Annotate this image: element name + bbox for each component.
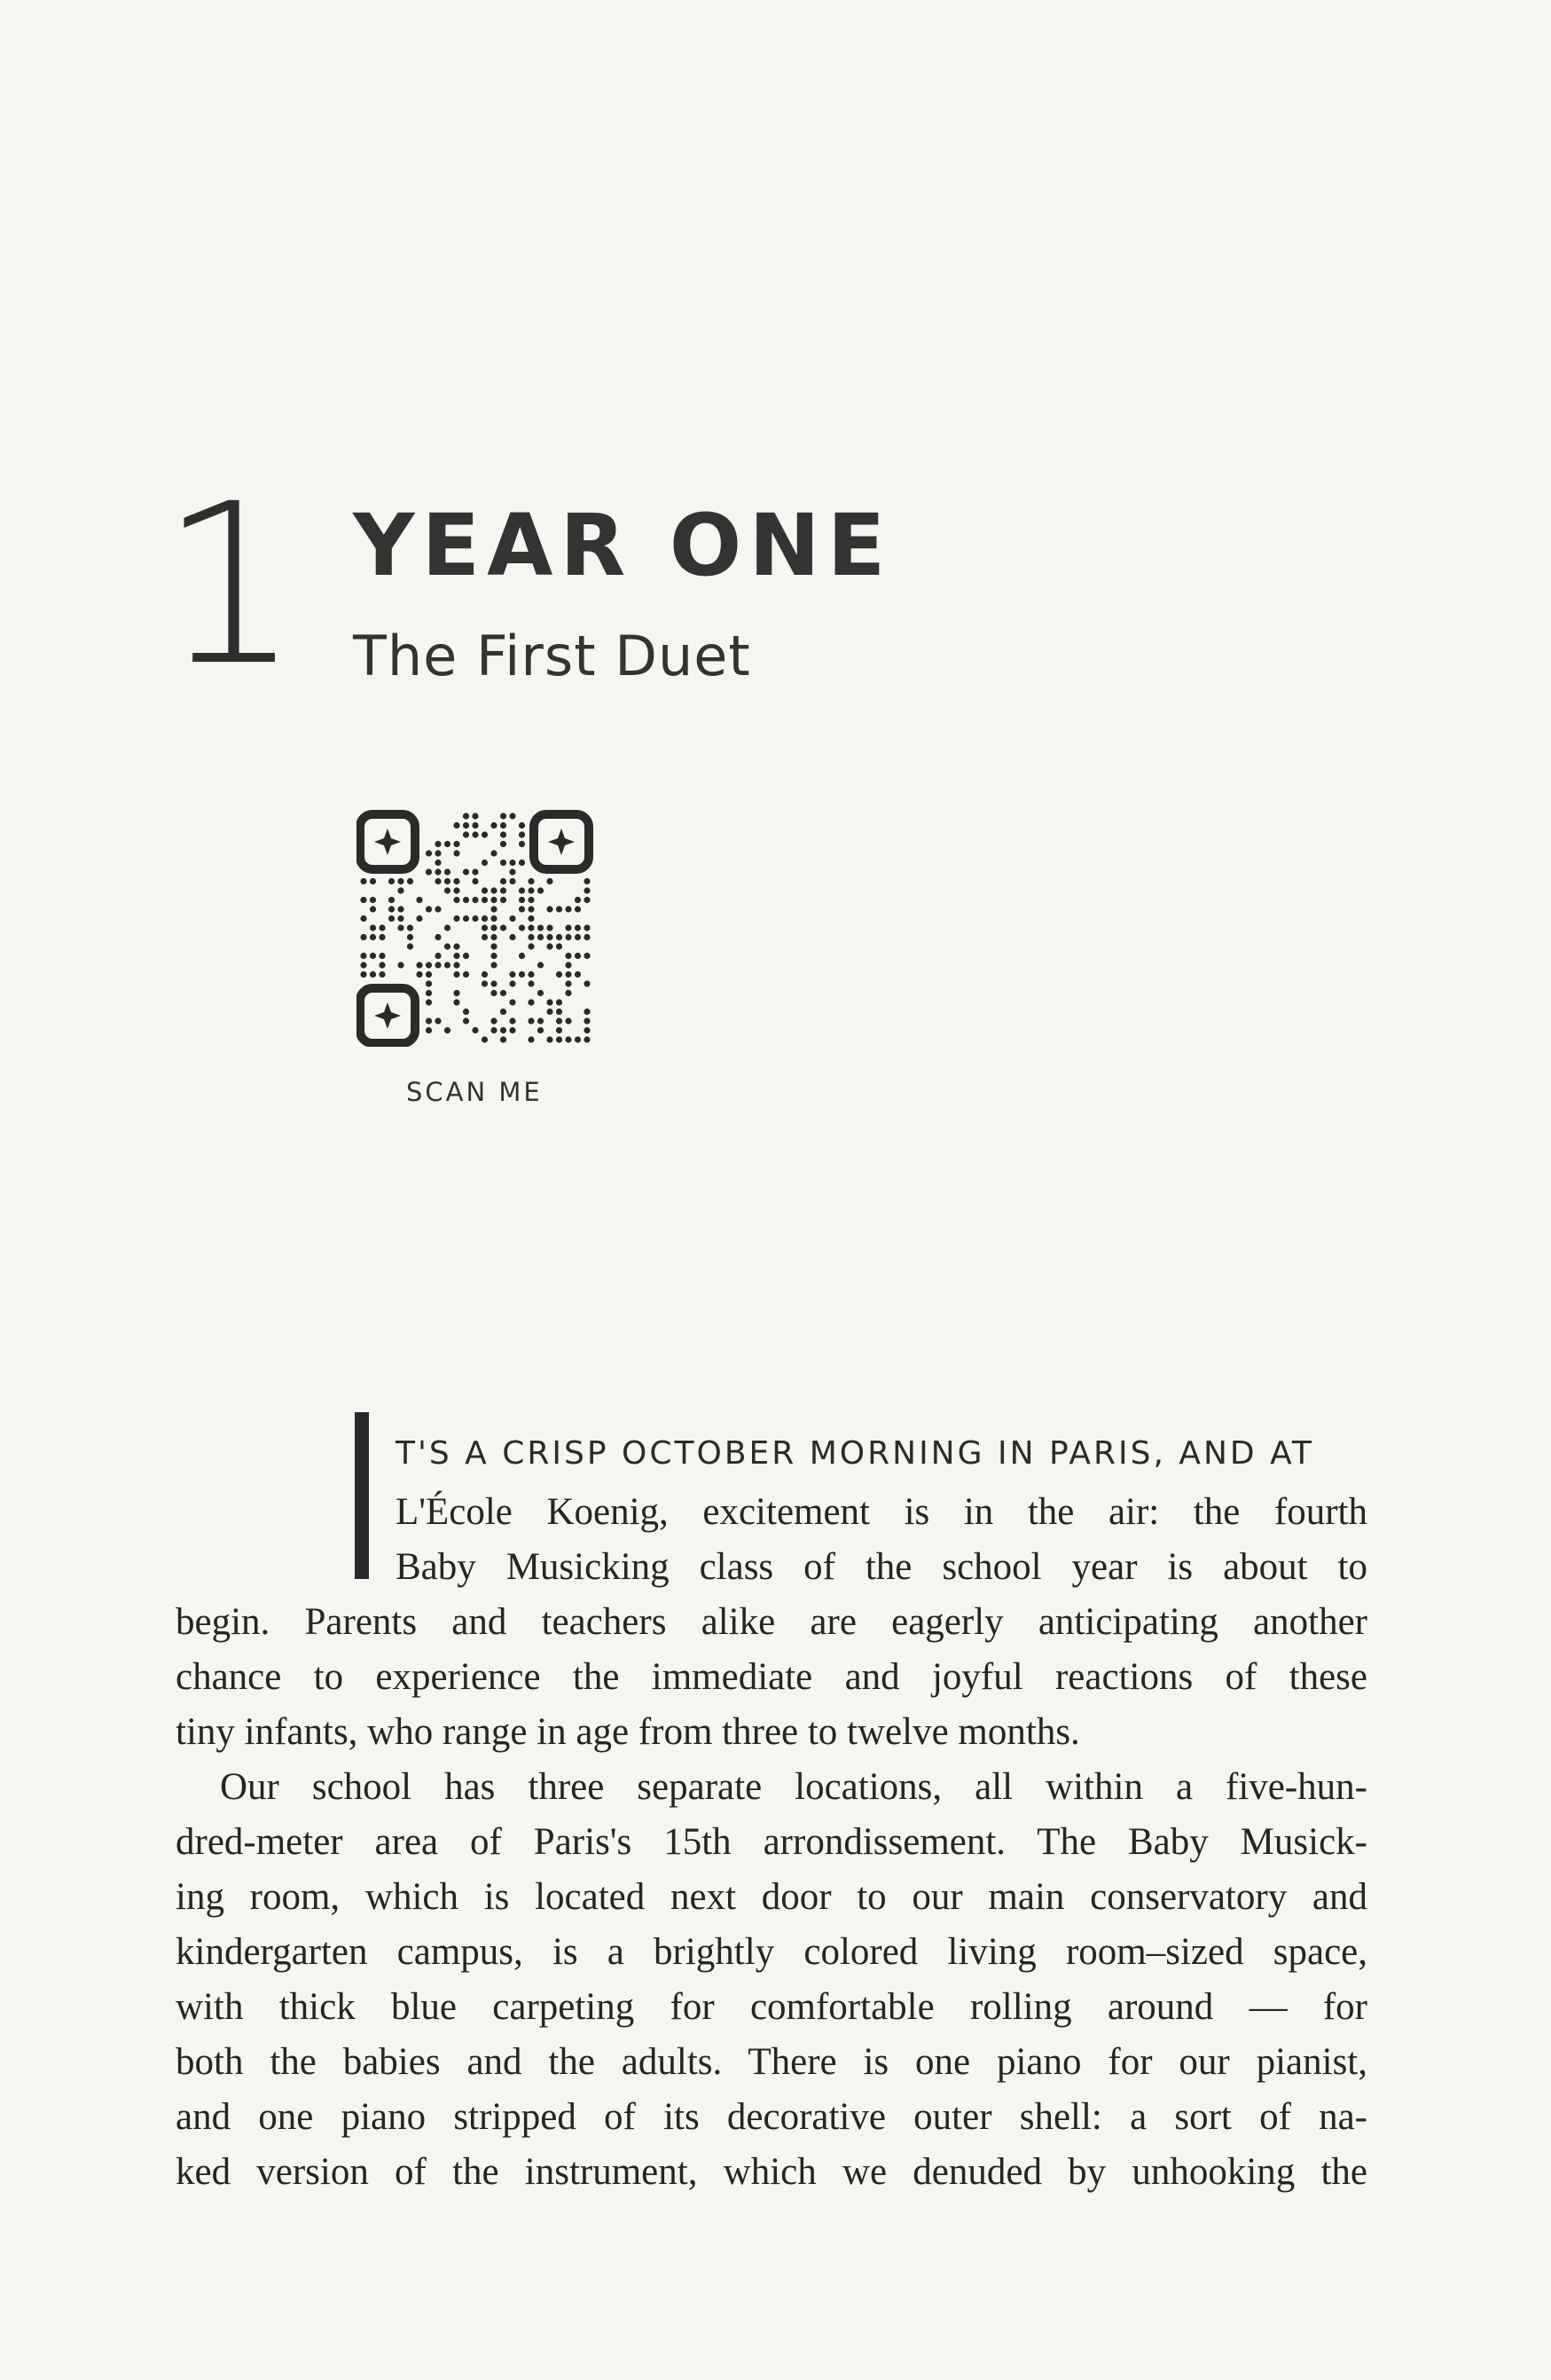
qr-module-dot bbox=[509, 980, 515, 986]
qr-module-dot bbox=[519, 887, 525, 893]
qr-module-dot bbox=[482, 860, 488, 866]
qr-module-dot bbox=[472, 915, 478, 922]
paragraph-1-indented bbox=[396, 1485, 1367, 1595]
qr-module-dot bbox=[546, 878, 552, 884]
qr-module-dot bbox=[360, 934, 366, 940]
qr-module-dot bbox=[500, 813, 506, 819]
qr-module-dot bbox=[490, 943, 497, 949]
qr-module-dot bbox=[509, 971, 515, 978]
chapter-number: 1 bbox=[160, 456, 298, 714]
qr-module-dot bbox=[472, 831, 478, 837]
qr-module-dot bbox=[472, 868, 478, 875]
qr-module-dot bbox=[482, 1036, 488, 1042]
qr-module-dot bbox=[490, 897, 497, 903]
qr-module-dot bbox=[472, 822, 478, 829]
qr-module-dot bbox=[500, 878, 506, 884]
qr-module-dot bbox=[528, 887, 534, 893]
qr-module-dot bbox=[546, 1036, 552, 1042]
qr-module-dot bbox=[575, 971, 581, 978]
qr-module-dot bbox=[546, 1009, 552, 1015]
qr-module-dot bbox=[490, 1027, 497, 1033]
qr-module-dot bbox=[397, 878, 403, 884]
qr-module-dot bbox=[407, 878, 413, 884]
qr-module-dot bbox=[463, 868, 469, 875]
qr-module-dot bbox=[490, 934, 497, 940]
qr-module-dot bbox=[426, 971, 432, 978]
qr-module-dot bbox=[490, 887, 497, 893]
qr-module-dot bbox=[500, 887, 506, 893]
qr-module-dot bbox=[360, 897, 366, 903]
qr-module-dot bbox=[575, 1036, 581, 1042]
qr-module-dot bbox=[463, 813, 469, 819]
qr-module-dot bbox=[379, 953, 385, 959]
qr-module-dot bbox=[565, 953, 571, 959]
qr-module-dot bbox=[584, 878, 590, 884]
qr-module-dot bbox=[397, 915, 403, 922]
qr-module-dot bbox=[556, 1009, 562, 1015]
qr-module-dot bbox=[360, 915, 366, 922]
qr-module-dot bbox=[556, 1036, 562, 1042]
qr-module-dot bbox=[490, 962, 497, 968]
qr-module-dot bbox=[584, 1017, 590, 1024]
qr-module-dot bbox=[453, 878, 459, 884]
qr-modules bbox=[360, 813, 590, 1042]
qr-module-dot bbox=[584, 1009, 590, 1015]
qr-module-dot bbox=[472, 878, 478, 884]
qr-module-dot bbox=[519, 971, 525, 978]
qr-module-dot bbox=[453, 999, 459, 1005]
qr-module-dot bbox=[472, 897, 478, 903]
qr-module-dot bbox=[453, 887, 459, 893]
qr-module-dot bbox=[453, 971, 459, 978]
qr-module-dot bbox=[565, 990, 571, 996]
paragraph-2 bbox=[176, 1760, 1367, 2200]
qr-module-dot bbox=[490, 953, 497, 959]
qr-module-dot bbox=[463, 1017, 469, 1024]
qr-module-dot bbox=[444, 924, 450, 931]
qr-module-dot bbox=[565, 971, 571, 978]
qr-module-dot bbox=[519, 906, 525, 912]
qr-module-dot bbox=[397, 906, 403, 912]
text-line: ked version of the instrument, which we denuded by unhooking the bbox=[176, 2151, 1367, 2193]
qr-module-dot bbox=[463, 1009, 469, 1015]
qr-module-dot bbox=[584, 980, 590, 986]
qr-module-dot bbox=[435, 934, 441, 940]
qr-module-dot bbox=[584, 934, 590, 940]
qr-module-dot bbox=[584, 1027, 590, 1033]
qr-module-dot bbox=[584, 887, 590, 893]
qr-module-dot bbox=[490, 924, 497, 931]
qr-module-dot bbox=[575, 934, 581, 940]
qr-module-dot bbox=[444, 962, 450, 968]
qr-module-dot bbox=[463, 953, 469, 959]
qr-module-dot bbox=[388, 897, 395, 903]
qr-module-dot bbox=[490, 906, 497, 912]
qr-code-icon[interactable] bbox=[356, 809, 594, 1047]
qr-module-dot bbox=[500, 822, 506, 829]
qr-module-dot bbox=[528, 971, 534, 978]
qr-module-dot bbox=[435, 962, 441, 968]
qr-module-dot bbox=[426, 1027, 432, 1033]
qr-module-dot bbox=[490, 990, 497, 996]
qr-module-dot bbox=[509, 860, 515, 866]
qr-module-dot bbox=[546, 943, 552, 949]
drop-cap bbox=[355, 1412, 369, 1579]
qr-module-dot bbox=[463, 897, 469, 903]
qr-finder-top-right bbox=[534, 814, 589, 869]
qr-module-dot bbox=[528, 924, 534, 931]
qr-module-dot bbox=[509, 1027, 515, 1033]
text-line: kindergarten campus, is a brightly colored living room–sized space, bbox=[176, 1931, 1367, 1973]
qr-module-dot bbox=[360, 962, 366, 968]
qr-module-dot bbox=[490, 822, 497, 829]
qr-module-dot bbox=[370, 953, 376, 959]
qr-module-dot bbox=[463, 915, 469, 922]
qr-module-dot bbox=[537, 990, 544, 996]
qr-module-dot bbox=[565, 906, 571, 912]
qr-module-dot bbox=[482, 887, 488, 893]
text-line: with thick blue carpeting for comfortable rolling around — for bbox=[176, 1986, 1367, 2028]
qr-module-dot bbox=[472, 1027, 478, 1033]
qr-module-dot bbox=[565, 980, 571, 986]
qr-module-dot bbox=[426, 850, 432, 856]
qr-module-dot bbox=[509, 813, 515, 819]
qr-module-dot bbox=[426, 868, 432, 875]
qr-module-dot bbox=[379, 962, 385, 968]
qr-module-dot bbox=[379, 924, 385, 931]
qr-module-dot bbox=[435, 860, 441, 866]
qr-module-dot bbox=[453, 897, 459, 903]
qr-module-dot bbox=[528, 897, 534, 903]
qr-module-dot bbox=[575, 953, 581, 959]
qr-module-dot bbox=[537, 962, 544, 968]
qr-module-dot bbox=[500, 924, 506, 931]
qr-module-dot bbox=[463, 971, 469, 978]
qr-module-dot bbox=[500, 1027, 506, 1033]
qr-module-dot bbox=[453, 943, 459, 949]
qr-module-dot bbox=[453, 953, 459, 959]
qr-module-dot bbox=[546, 906, 552, 912]
qr-module-dot bbox=[397, 962, 403, 968]
qr-module-dot bbox=[435, 868, 441, 875]
qr-module-dot bbox=[388, 915, 395, 922]
qr-module-dot bbox=[584, 897, 590, 903]
qr-finder-bottom-left bbox=[360, 988, 415, 1043]
qr-module-dot bbox=[519, 860, 525, 866]
qr-module-dot bbox=[500, 831, 506, 837]
qr-module-dot bbox=[370, 878, 376, 884]
qr-finder-top-left bbox=[360, 814, 415, 869]
qr-module-dot bbox=[444, 1027, 450, 1033]
chapter-title: YEAR ONE bbox=[353, 496, 893, 595]
qr-module-dot bbox=[546, 999, 552, 1005]
qr-module-dot bbox=[453, 962, 459, 968]
qr-module-dot bbox=[453, 850, 459, 856]
qr-module-dot bbox=[482, 924, 488, 931]
qr-module-dot bbox=[426, 962, 432, 968]
qr-module-dot bbox=[435, 841, 441, 847]
scan-me-label: SCAN ME bbox=[406, 1077, 543, 1107]
text-line: Our school has three separate locations, all within a five-hun- bbox=[220, 1766, 1367, 1808]
qr-module-dot bbox=[537, 924, 544, 931]
qr-module-dot bbox=[556, 934, 562, 940]
qr-module-dot bbox=[482, 980, 488, 986]
qr-module-dot bbox=[472, 813, 478, 819]
qr-module-dot bbox=[416, 915, 422, 922]
qr-module-dot bbox=[500, 1036, 506, 1042]
qr-module-dot bbox=[528, 934, 534, 940]
qr-module-dot bbox=[490, 980, 497, 986]
qr-module-dot bbox=[500, 990, 506, 996]
qr-module-dot bbox=[519, 924, 525, 931]
qr-module-dot bbox=[426, 990, 432, 996]
qr-module-dot bbox=[556, 906, 562, 912]
qr-module-dot bbox=[444, 887, 450, 893]
qr-module-dot bbox=[435, 850, 441, 856]
qr-module-dot bbox=[519, 953, 525, 959]
qr-module-dot bbox=[407, 934, 413, 940]
qr-module-dot bbox=[528, 1036, 534, 1042]
qr-module-dot bbox=[556, 971, 562, 978]
text-line: tiny infants, who range in age from three to twelve months. bbox=[176, 1711, 1080, 1753]
qr-module-dot bbox=[370, 897, 376, 903]
qr-module-dot bbox=[453, 915, 459, 922]
qr-module-dot bbox=[444, 868, 450, 875]
qr-module-dot bbox=[416, 971, 422, 978]
qr-module-dot bbox=[519, 822, 525, 829]
qr-module-dot bbox=[537, 1027, 544, 1033]
qr-module-dot bbox=[490, 1017, 497, 1024]
qr-module-dot bbox=[453, 841, 459, 847]
qr-module-dot bbox=[463, 831, 469, 837]
qr-module-dot bbox=[463, 822, 469, 829]
paragraph-1 bbox=[176, 1595, 1367, 1760]
qr-module-dot bbox=[482, 831, 488, 837]
qr-module-dot bbox=[546, 924, 552, 931]
qr-module-dot bbox=[435, 1017, 441, 1024]
qr-module-dot bbox=[519, 831, 525, 837]
qr-module-dot bbox=[360, 971, 366, 978]
text-line: and one piano stripped of its decorative outer shell: a sort of na- bbox=[176, 2096, 1367, 2138]
qr-module-dot bbox=[509, 1017, 515, 1024]
qr-module-dot bbox=[556, 943, 562, 949]
qr-module-dot bbox=[509, 878, 515, 884]
text-line: both the babies and the adults. There is one piano for our pianist, bbox=[176, 2041, 1367, 2083]
qr-module-dot bbox=[575, 897, 581, 903]
qr-module-dot bbox=[546, 934, 552, 940]
qr-module-dot bbox=[509, 934, 515, 940]
qr-module-dot bbox=[435, 878, 441, 884]
qr-module-dot bbox=[509, 868, 515, 875]
qr-module-dot bbox=[397, 887, 403, 893]
qr-module-dot bbox=[528, 915, 534, 922]
qr-module-dot bbox=[388, 906, 395, 912]
text-line: ing room, which is located next door to our main conservatory and bbox=[176, 1876, 1367, 1918]
qr-module-dot bbox=[519, 897, 525, 903]
chapter-subtitle: The First Duet bbox=[353, 624, 751, 688]
qr-module-dot bbox=[426, 999, 432, 1005]
qr-module-dot bbox=[565, 934, 571, 940]
qr-module-dot bbox=[482, 934, 488, 940]
qr-module-dot bbox=[360, 878, 366, 884]
qr-module-dot bbox=[575, 924, 581, 931]
qr-module-dot bbox=[584, 953, 590, 959]
qr-module-dot bbox=[444, 878, 450, 884]
qr-module-dot bbox=[444, 841, 450, 847]
qr-module-dot bbox=[407, 924, 413, 931]
qr-module-dot bbox=[500, 841, 506, 847]
qr-module-dot bbox=[426, 906, 432, 912]
text-line: Baby Musicking class of the school year is about to bbox=[396, 1546, 1367, 1588]
qr-module-dot bbox=[435, 953, 441, 959]
qr-module-dot bbox=[500, 1009, 506, 1015]
qr-module-dot bbox=[565, 962, 571, 968]
text-line: dred-meter area of Paris's 15th arrondissement. The Baby Musick- bbox=[176, 1821, 1367, 1863]
qr-module-dot bbox=[556, 1027, 562, 1033]
qr-module-dot bbox=[528, 906, 534, 912]
qr-module-dot bbox=[397, 924, 403, 931]
qr-module-dot bbox=[416, 962, 422, 968]
qr-module-dot bbox=[435, 906, 441, 912]
qr-module-dot bbox=[556, 1017, 562, 1024]
qr-module-dot bbox=[482, 915, 488, 922]
qr-module-dot bbox=[537, 887, 544, 893]
qr-module-dot bbox=[426, 1017, 432, 1024]
qr-module-dot bbox=[528, 980, 534, 986]
qr-module-dot bbox=[407, 943, 413, 949]
qr-module-dot bbox=[379, 971, 385, 978]
text-line: begin. Parents and teachers alike are eagerly anticipating another bbox=[176, 1601, 1367, 1643]
qr-module-dot bbox=[528, 878, 534, 884]
qr-module-dot bbox=[565, 1036, 571, 1042]
qr-module-dot bbox=[388, 878, 395, 884]
qr-module-dot bbox=[490, 915, 497, 922]
qr-module-dot bbox=[584, 924, 590, 931]
text-line: chance to experience the immediate and joyful reactions of these bbox=[176, 1656, 1367, 1698]
qr-module-dot bbox=[370, 934, 376, 940]
qr-module-dot bbox=[379, 934, 385, 940]
qr-module-dot bbox=[565, 924, 571, 931]
qr-module-dot bbox=[575, 906, 581, 912]
qr-module-dot bbox=[537, 1017, 544, 1024]
qr-module-dot bbox=[528, 1017, 534, 1024]
qr-module-dot bbox=[500, 860, 506, 866]
qr-module-dot bbox=[528, 999, 534, 1005]
qr-module-dot bbox=[453, 822, 459, 829]
qr-module-dot bbox=[490, 850, 497, 856]
qr-module-dot bbox=[528, 943, 534, 949]
qr-module-dot bbox=[370, 906, 376, 912]
qr-module-dot bbox=[482, 971, 488, 978]
qr-module-dot bbox=[584, 1036, 590, 1042]
qr-module-dot bbox=[416, 897, 422, 903]
qr-module-dot bbox=[370, 924, 376, 931]
qr-module-dot bbox=[565, 1017, 571, 1024]
qr-module-dot bbox=[519, 841, 525, 847]
qr-module-dot bbox=[500, 897, 506, 903]
qr-module-dot bbox=[509, 915, 515, 922]
qr-module-dot bbox=[370, 971, 376, 978]
qr-module-dot bbox=[426, 980, 432, 986]
qr-module-dot bbox=[482, 897, 488, 903]
qr-module-dot bbox=[444, 943, 450, 949]
text-line: L'École Koenig, excitement is in the air: the fourth bbox=[396, 1491, 1367, 1533]
qr-module-dot bbox=[453, 990, 459, 996]
qr-module-dot bbox=[509, 999, 515, 1005]
qr-module-dot bbox=[360, 953, 366, 959]
qr-module-dot bbox=[537, 934, 544, 940]
qr-module-dot bbox=[556, 999, 562, 1005]
lead-in-caps: T'S A CRISP OCTOBER MORNING IN PARIS, AND AT bbox=[396, 1435, 1314, 1472]
